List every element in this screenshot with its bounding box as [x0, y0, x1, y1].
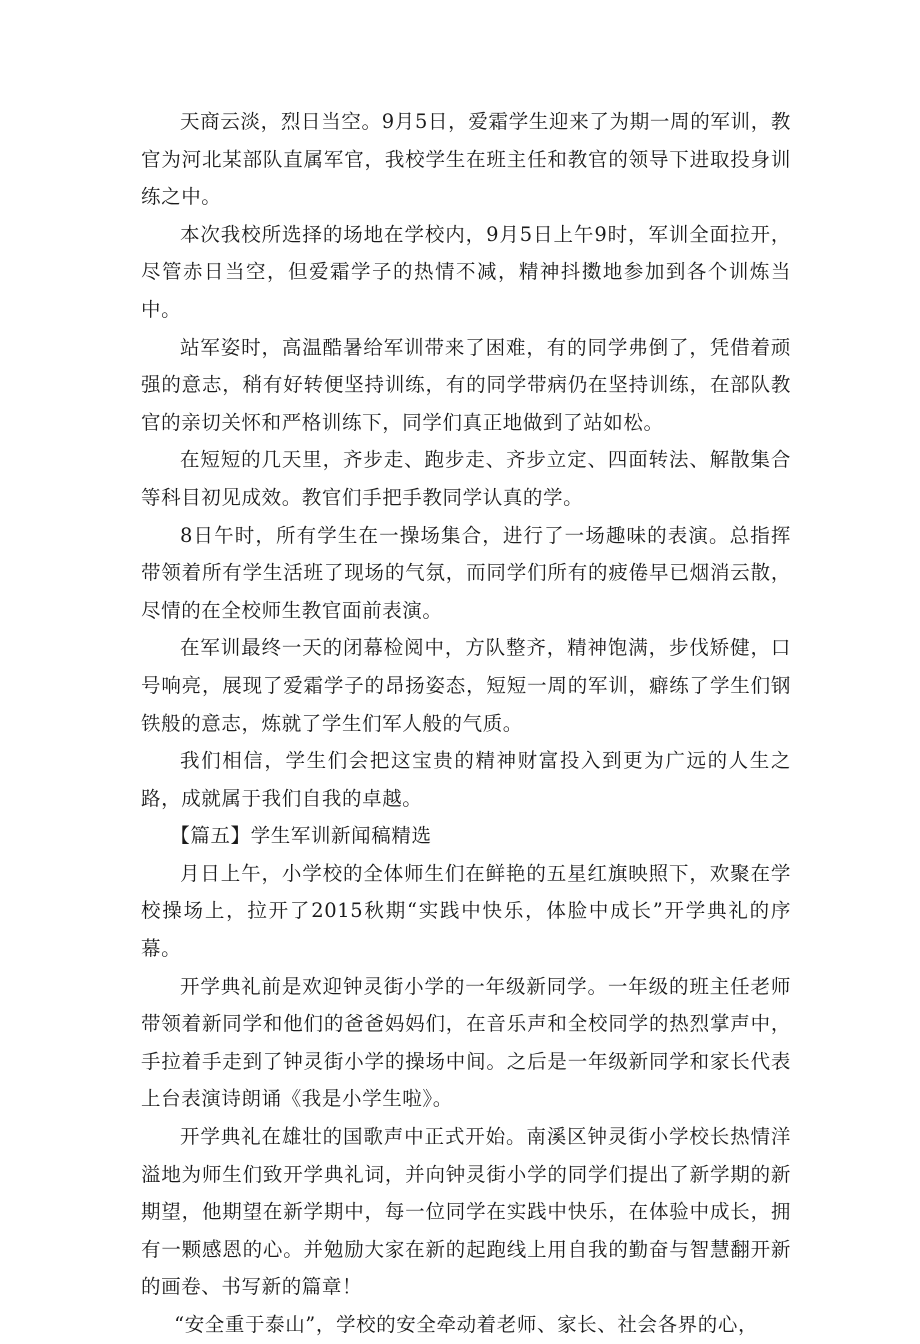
- document-body: [141, 103, 791, 1344]
- section-heading: 【篇五】学生军训新闻稿精选: [170, 824, 432, 848]
- paragraph: 在短短的几天里，齐步走、跑步走、齐步立定、四面转法、解散集合等科目初见成效。教官们手把手教同学认真的学。: [141, 448, 791, 509]
- paragraph: 在军训最终一天的闭幕检阅中，方队整齐，精神饱满，步伐矫健，口号响亮，展现了爱霜学子的昂扬姿态，短短一周的军训，癖练了学生们钢铁般的意志，炼就了学生们军人般的气质。: [141, 636, 791, 735]
- paragraph: 我们相信，学生们会把这宝贵的精神财富投入到更为广远的人生之路，成就属于我们自我的卓越。: [141, 749, 791, 810]
- paragraph: 开学典礼在雄壮的国歌声中正式开始。南溪区钟灵街小学校长热情洋溢地为师生们致开学典礼词，并向钟灵街小学的同学们提出了新学期的新期望，他期望在新学期中，每一位同学在实践中快乐，在体验中成长，拥有一颗感恩的心。并勉励大家在新的起跑线上用自我的勤奋与智慧翻开新的画卷、书写新的篇章！: [141, 1125, 791, 1299]
- paragraph: 开学典礼前是欢迎钟灵街小学的一年级新同学。一年级的班主任老师带领着新同学和他们的爸爸妈妈们，在音乐声和全校同学的热烈掌声中，手拉着手走到了钟灵街小学的操场中间。之后是一年级新同学和家长代表上台表演诗朗诵《我是小学生啦》。: [141, 974, 791, 1111]
- paragraph: 本次我校所选择的场地在学校内，9月5日上午9时，军训全面拉开，尽管赤日当空，但爱霜学子的热情不减，精神抖擞地参加到各个训炼当中。: [141, 222, 791, 321]
- paragraph: “安全重于泰山”，学校的安全牵动着老师、家长、社会各界的心，: [174, 1313, 759, 1336]
- paragraph: 天商云淡，烈日当空。9月5日，爱霜学生迎来了为期一周的军训，教官为河北某部队直属军官，我校学生在班主任和教官的领导下进取投身训练之中。: [141, 110, 791, 209]
- paragraph: 月日上午，小学校的全体师生们在鲜艳的五星红旗映照下，欢聚在学校操场上，拉开了2015秋期“实践中快乐，体脸中成长”开学典礼的序幕。: [141, 861, 791, 961]
- paragraph: 8日午时，所有学生在一操场集合，进行了一场趣味的表演。总指挥带领着所有学生活班了现场的气氛，而同学们所有的疲倦早已烟消云散，尽情的在全校师生教官面前表演。: [141, 523, 791, 622]
- paragraph: 站军姿时，高温酷暑给军训带来了困难，有的同学弗倒了，凭借着顽强的意志，稍有好转便坚持训练，有的同学带病仍在坚持训练，在部队教官的亲切关怀和严格训练下，同学们真正地做到了站如松。: [141, 335, 791, 434]
